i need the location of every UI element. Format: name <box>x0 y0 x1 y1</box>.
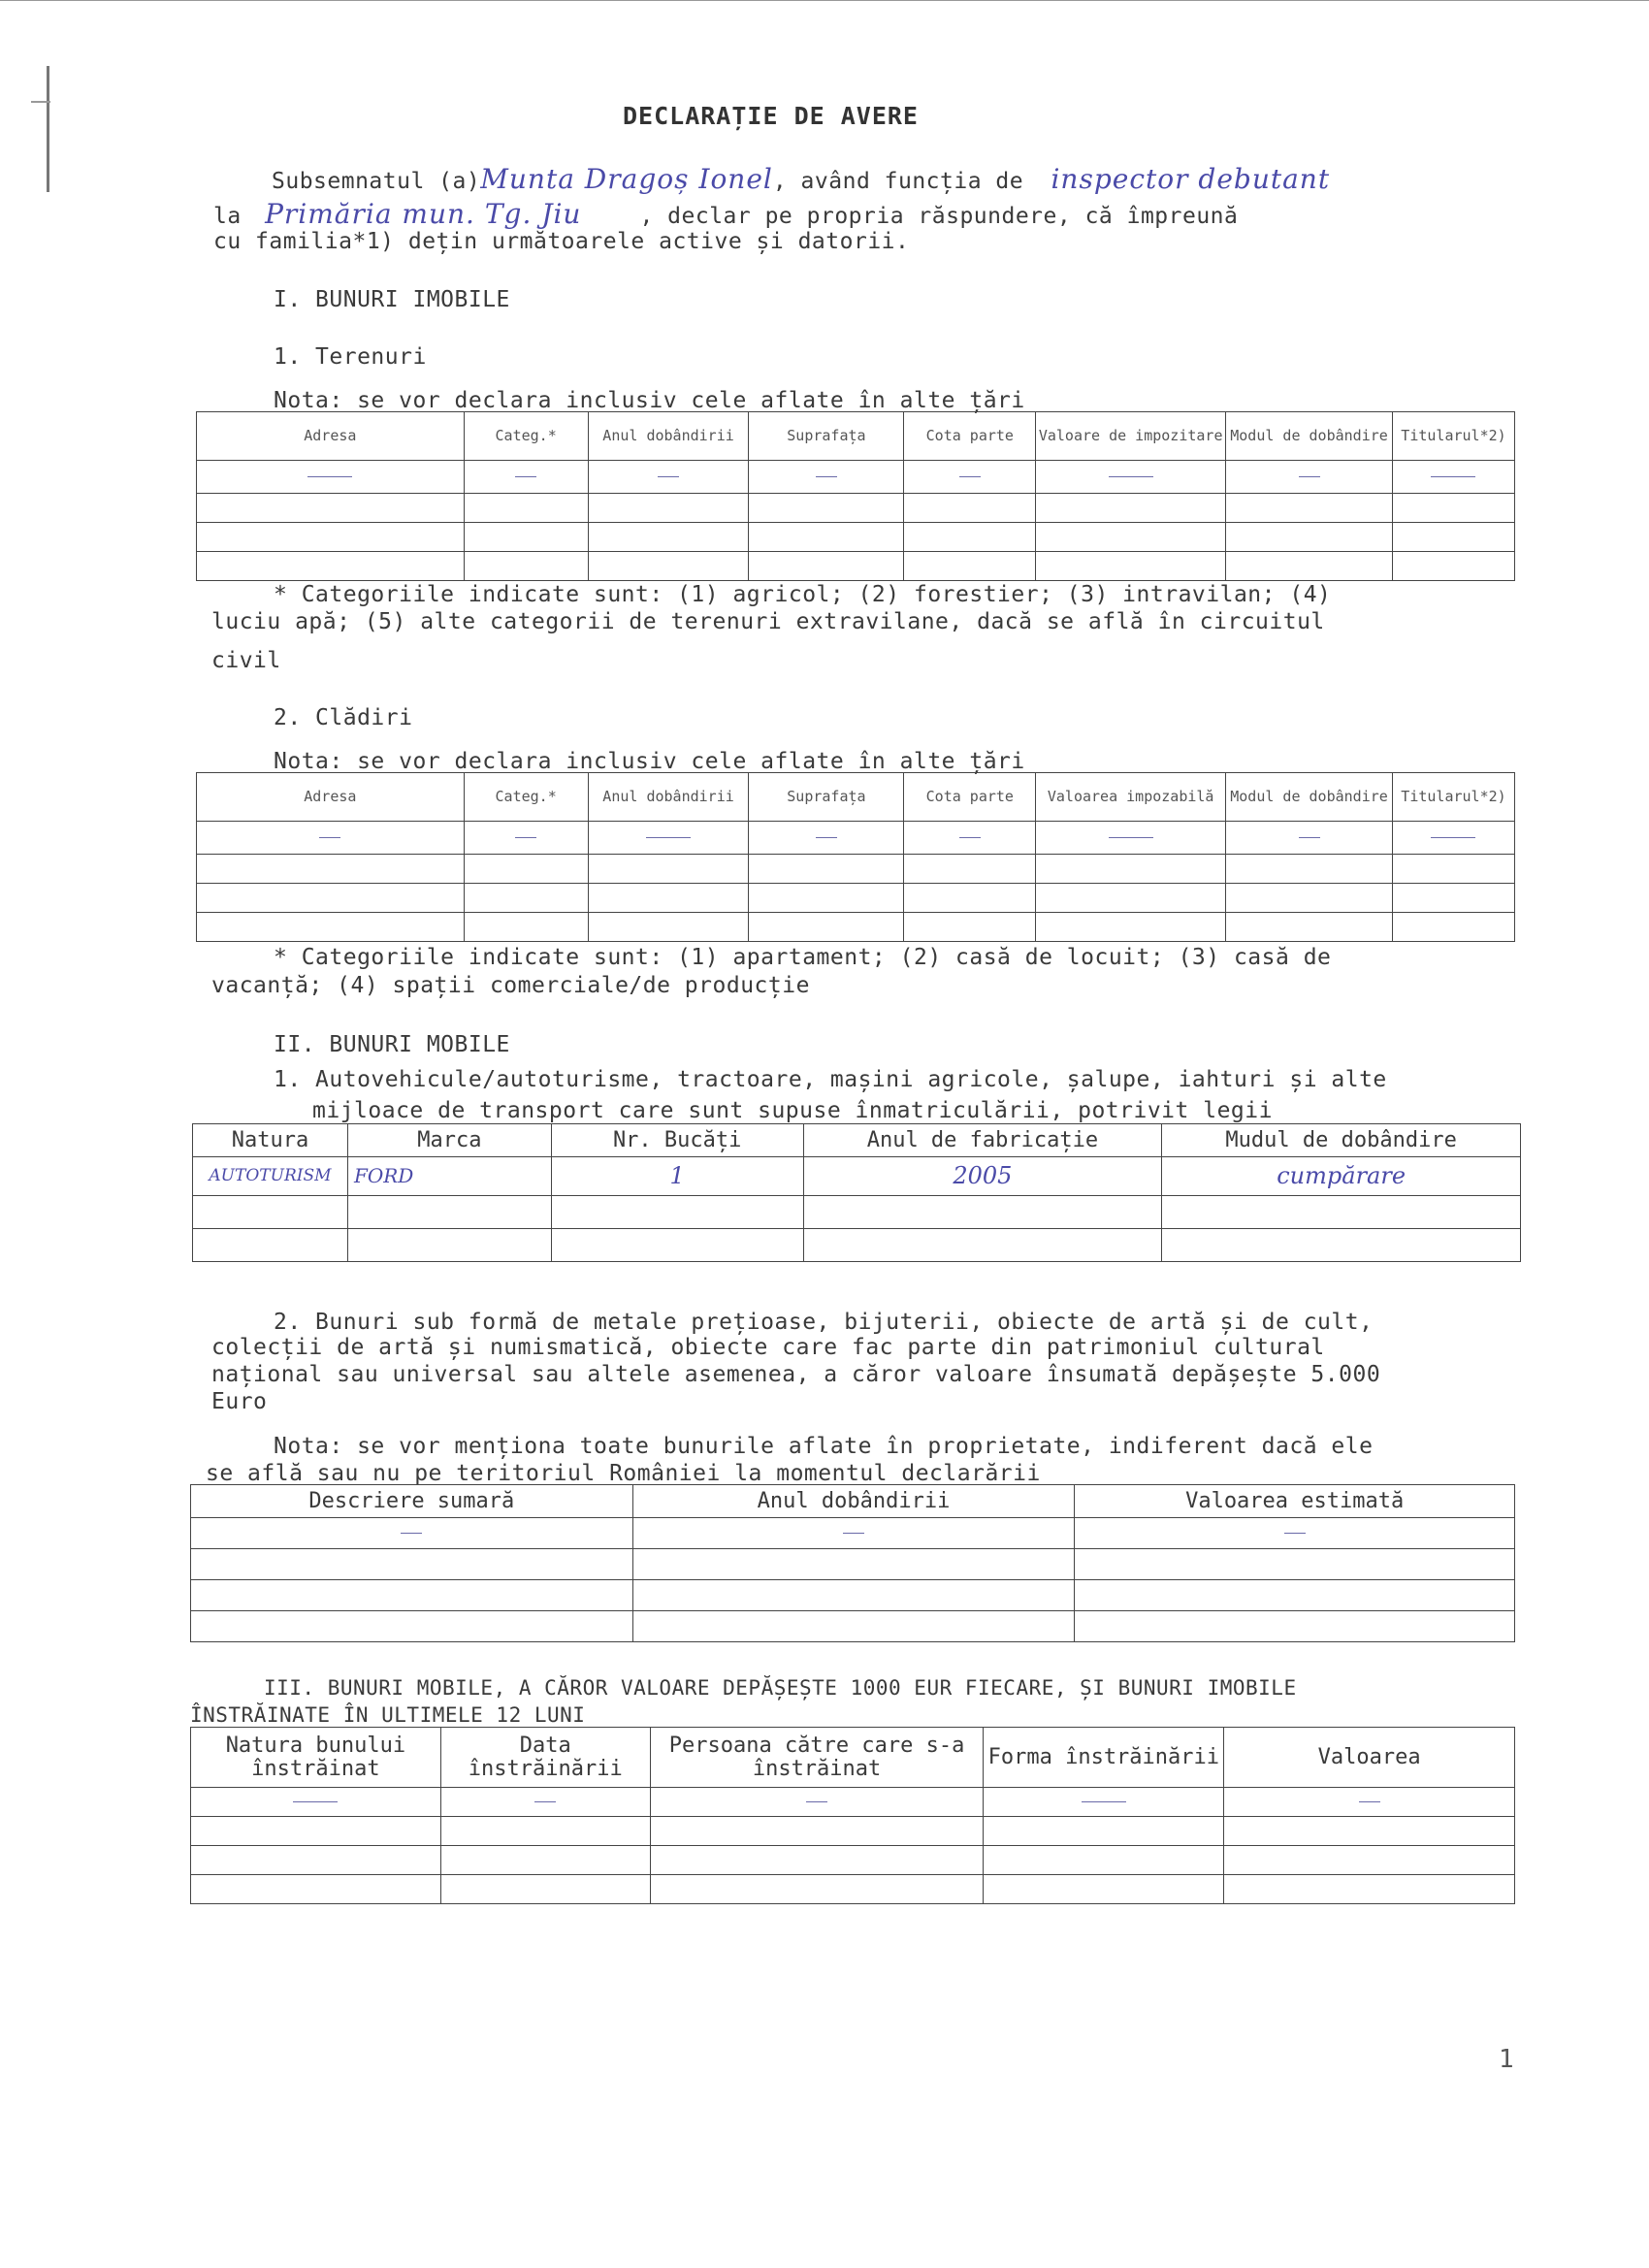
empty-dash-cell <box>588 461 749 494</box>
dash-mark <box>843 1533 864 1534</box>
vehicle-acquisition-mode: cumpărare <box>1162 1157 1521 1196</box>
dash-mark <box>1299 476 1320 477</box>
dash-mark <box>816 837 837 838</box>
cladiri-footnote-2: vacanță; (4) spații comerciale/de producție <box>211 973 810 998</box>
vehicle-year: 2005 <box>803 1157 1162 1196</box>
page-number: 1 <box>1499 2045 1514 2074</box>
terenuri-footnote-1: * Categoriile indicate sunt: (1) agricol; (2) forestier; (3) intravilan; (4) <box>274 582 1332 607</box>
subsemnatul-label: Subsemnatul (a) <box>272 169 481 194</box>
valuables-note-1: Nota: se vor menționa toate bunurile aflate în proprietate, indiferent dacă ele <box>274 1434 1374 1459</box>
table-row <box>191 1788 1515 1817</box>
header-cell: Suprafața <box>749 773 904 822</box>
dash-mark <box>646 837 691 838</box>
header-cell: Anul de fabricație <box>803 1124 1162 1157</box>
vehicles-heading-2: mijloace de transport care sunt supuse înmatriculării, potrivit legii <box>312 1098 1273 1123</box>
table-row <box>193 1229 1521 1262</box>
section-2-heading: II. BUNURI MOBILE <box>274 1032 510 1057</box>
empty-dash-cell <box>650 1788 984 1817</box>
empty-dash-cell <box>588 822 749 855</box>
vehicles-heading-1: 1. Autovehicule/autoturisme, tractoare, mașini agricole, șalupe, iahturi și alte <box>274 1067 1387 1092</box>
header-cell: Natura <box>193 1124 348 1157</box>
valuables-text-2: colecții de artă și numismatică, obiecte care fac parte din patrimoniul cultural <box>211 1335 1325 1360</box>
terenuri-note: Nota: se vor declara inclusiv cele aflate în alte țări <box>274 388 1025 413</box>
header-cell: Mudul de dobândire <box>1162 1124 1521 1157</box>
table-row <box>197 884 1515 913</box>
valuables-text-1: 2. Bunuri sub formă de metale prețioase, bijuterii, obiecte de artă și de cult, <box>274 1310 1374 1335</box>
table-row <box>197 855 1515 884</box>
empty-dash-cell <box>632 1518 1075 1549</box>
dash-mark <box>1431 837 1475 838</box>
table-row <box>191 1817 1515 1846</box>
binding-mark <box>47 66 49 192</box>
binding-tick <box>31 101 50 103</box>
table-row <box>197 913 1515 942</box>
section-1-heading: I. BUNURI IMOBILE <box>274 287 510 312</box>
header-cell: Nr. Bucăți <box>551 1124 803 1157</box>
dash-mark <box>515 476 536 477</box>
dash-mark <box>959 837 981 838</box>
header-cell: Valoarea estimată <box>1075 1485 1515 1518</box>
header-cell: Adresa <box>197 773 465 822</box>
table-row <box>193 1157 1521 1196</box>
valuables-table <box>190 1484 1515 1642</box>
declarant-function: inspector debutant <box>1051 163 1331 195</box>
vehicle-count: 1 <box>551 1157 803 1196</box>
dash-mark <box>658 476 679 477</box>
header-cell: Suprafața <box>749 412 904 461</box>
institution-name: Primăria mun. Tg. Jiu <box>265 198 582 230</box>
cladiri-heading: 2. Clădiri <box>274 705 413 730</box>
header-cell: Categ.* <box>464 412 588 461</box>
terenuri-table <box>196 411 1515 581</box>
empty-dash-cell <box>1075 1518 1515 1549</box>
table-row <box>197 822 1515 855</box>
table-row <box>191 1611 1515 1642</box>
empty-dash-cell <box>464 461 588 494</box>
header-cell: Descriere sumară <box>191 1485 633 1518</box>
empty-dash-cell <box>1226 461 1393 494</box>
empty-dash-cell <box>1036 822 1226 855</box>
table-row <box>191 1518 1515 1549</box>
dash-mark <box>1431 476 1475 477</box>
dash-mark <box>816 476 837 477</box>
cladiri-footnote-1: * Categoriile indicate sunt: (1) apartament; (2) casă de locuit; (3) casă de <box>274 945 1332 970</box>
header-cell: Marca <box>347 1124 551 1157</box>
header-cell: Modul de dobândire <box>1226 773 1393 822</box>
dash-mark <box>1082 1801 1126 1802</box>
table-row <box>197 523 1515 552</box>
page-title: DECLARAȚIE DE AVERE <box>623 102 919 130</box>
intro-line-1 <box>272 163 1330 195</box>
empty-dash-cell <box>191 1788 441 1817</box>
declarant-name: Munta Dragoș Ionel <box>480 163 773 195</box>
header-cell: Categ.* <box>464 773 588 822</box>
header-cell: Valoarea impozabilă <box>1036 773 1226 822</box>
dash-mark <box>534 1801 556 1802</box>
header-cell: Natura bunului înstrăinat <box>191 1728 441 1788</box>
table-row <box>191 1846 1515 1875</box>
dash-mark <box>959 476 981 477</box>
empty-dash-cell <box>749 822 904 855</box>
empty-dash-cell <box>1392 822 1514 855</box>
header-cell: Titularul*2) <box>1392 412 1514 461</box>
empty-dash-cell <box>904 822 1036 855</box>
header-cell: Anul dobândirii <box>632 1485 1075 1518</box>
table-row <box>193 1196 1521 1229</box>
vehicles-table <box>192 1123 1521 1262</box>
la-label: la <box>213 204 242 229</box>
dash-mark <box>319 837 340 838</box>
empty-dash-cell <box>440 1788 650 1817</box>
valuables-text-3: național sau universal sau altele asemenea, a căror valoare însumată depășește 5.000 <box>211 1362 1381 1387</box>
section-3-heading-2: ÎNSTRĂINATE ÎN ULTIMELE 12 LUNI <box>190 1703 586 1727</box>
valuables-text-4: Euro <box>211 1389 268 1414</box>
section-3-heading-1: III. BUNURI MOBILE, A CĂROR VALOARE DEPĂȘEȘTE 1000 EUR FIECARE, ȘI BUNURI IMOBILE <box>264 1676 1297 1700</box>
intro-line-3: cu familia*1) dețin următoarele active și datorii. <box>213 229 910 254</box>
terenuri-footnote-3: civil <box>211 648 281 673</box>
dash-mark <box>1284 1533 1306 1534</box>
header-cell: Valoare de impozitare <box>1036 412 1226 461</box>
header-cell: Cota parte <box>904 773 1036 822</box>
dash-mark <box>1109 837 1153 838</box>
table-row <box>197 552 1515 581</box>
dash-mark <box>806 1801 827 1802</box>
table-header-row <box>193 1124 1521 1157</box>
table-row <box>197 461 1515 494</box>
scan-top-edge <box>0 0 1649 1</box>
empty-dash-cell <box>1226 822 1393 855</box>
functia-label: , având funcția de <box>772 169 1024 194</box>
table-row <box>191 1549 1515 1580</box>
empty-dash-cell <box>197 822 465 855</box>
vehicle-nature: AUTOTURISM <box>193 1157 348 1196</box>
cladiri-note: Nota: se vor declara inclusiv cele aflate în alte țări <box>274 749 1025 774</box>
empty-dash-cell <box>749 461 904 494</box>
dash-mark <box>1299 837 1320 838</box>
header-cell: Adresa <box>197 412 465 461</box>
empty-dash-cell <box>904 461 1036 494</box>
empty-dash-cell <box>191 1518 633 1549</box>
header-cell: Modul de dobândire <box>1226 412 1393 461</box>
header-cell: Data înstrăinării <box>440 1728 650 1788</box>
empty-dash-cell <box>1224 1788 1515 1817</box>
empty-dash-cell <box>464 822 588 855</box>
intro-line-2 <box>213 198 1238 230</box>
terenuri-heading: 1. Terenuri <box>274 344 427 370</box>
declar-text: , declar pe propria răspundere, că împreună <box>639 204 1239 229</box>
header-cell: Cota parte <box>904 412 1036 461</box>
terenuri-footnote-2: luciu apă; (5) alte categorii de terenuri extravilane, dacă se află în circuitul <box>211 609 1325 634</box>
table-row <box>191 1580 1515 1611</box>
table-row <box>191 1875 1515 1904</box>
dash-mark <box>515 837 536 838</box>
valuables-note-2: se află sau nu pe teritoriul României la momentul declarării <box>206 1461 1041 1486</box>
dash-mark <box>401 1533 422 1534</box>
table-header-row <box>191 1485 1515 1518</box>
cladiri-table <box>196 772 1515 942</box>
empty-dash-cell <box>1392 461 1514 494</box>
header-cell: Anul dobândirii <box>588 412 749 461</box>
empty-dash-cell <box>1036 461 1226 494</box>
dash-mark <box>1109 476 1153 477</box>
vehicle-make: FORD <box>347 1157 551 1196</box>
dash-mark <box>293 1801 338 1802</box>
dash-mark <box>307 476 352 477</box>
header-cell: Forma înstrăinării <box>984 1728 1224 1788</box>
table-header-row <box>197 773 1515 822</box>
empty-dash-cell <box>197 461 465 494</box>
table-header-row <box>197 412 1515 461</box>
transfers-table <box>190 1727 1515 1904</box>
dash-mark <box>1359 1801 1380 1802</box>
table-row <box>197 494 1515 523</box>
header-cell: Persoana către care s-a înstrăinat <box>650 1728 984 1788</box>
header-cell: Anul dobândirii <box>588 773 749 822</box>
empty-dash-cell <box>984 1788 1224 1817</box>
header-cell: Titularul*2) <box>1392 773 1514 822</box>
header-cell: Valoarea <box>1224 1728 1515 1788</box>
table-header-row <box>191 1728 1515 1788</box>
